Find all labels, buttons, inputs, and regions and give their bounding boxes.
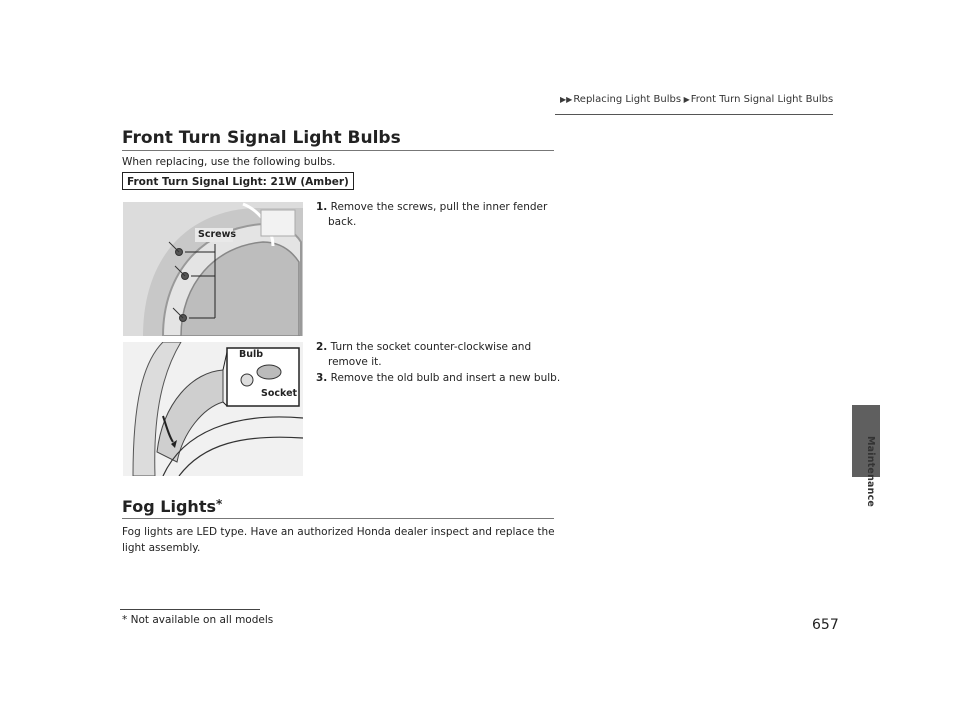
headlight-illustration [123, 342, 303, 476]
step-3 [316, 371, 566, 386]
title-divider [122, 150, 554, 151]
bulb-callout: Bulb [239, 349, 264, 360]
fog-text-line: Fog lights are LED type. Have an authorized Honda dealer inspect and replace the [122, 526, 555, 538]
footnote-marker[interactable]: * [216, 497, 223, 511]
fog-text-line: light assembly. [122, 541, 201, 554]
double-arrow-icon: ▶▶ [560, 95, 573, 104]
breadcrumb-item[interactable]: Front Turn Signal Light Bulbs [690, 94, 834, 105]
step-number: 2. [316, 341, 328, 353]
section-heading [122, 128, 401, 148]
step-number: 1. [316, 201, 328, 213]
bulb-socket-figure [123, 342, 303, 476]
fender-screws-figure [123, 202, 303, 336]
side-tab-label: Maintenance [865, 436, 876, 508]
fog-lights-text [122, 525, 562, 556]
intro-text: When replacing, use the following bulbs. [122, 156, 336, 168]
page-number: 657 [812, 617, 839, 633]
step-1 [316, 200, 556, 230]
step-number: 3. [316, 372, 328, 384]
breadcrumb [560, 94, 833, 105]
fog-divider [122, 518, 554, 519]
screws-callout: Screws [198, 229, 237, 240]
arrow-icon: ▶ [681, 95, 690, 104]
step-text-cont: remove it. [328, 356, 382, 368]
header-divider [555, 114, 833, 115]
step-text: Remove the screws, pull the inner fender [330, 201, 548, 213]
step-text: Remove the old bulb and insert a new bulb. [330, 372, 561, 384]
step-text: Turn the socket counter-clockwise and [330, 341, 532, 353]
footnote: * Not available on all models [122, 614, 274, 626]
fog-lights-heading [122, 497, 222, 516]
fender-illustration [123, 202, 303, 336]
breadcrumb-item[interactable]: Replacing Light Bulbs [573, 94, 682, 105]
step-2 [316, 340, 556, 370]
fog-lights-title: Fog Lights [122, 497, 216, 516]
footnote-divider [120, 609, 260, 610]
socket-callout: Socket [261, 388, 298, 399]
step-text-cont: back. [328, 216, 357, 228]
page-title: Front Turn Signal Light Bulbs [122, 128, 401, 148]
bulb-spec-box: Front Turn Signal Light: 21W (Amber) [122, 172, 354, 190]
